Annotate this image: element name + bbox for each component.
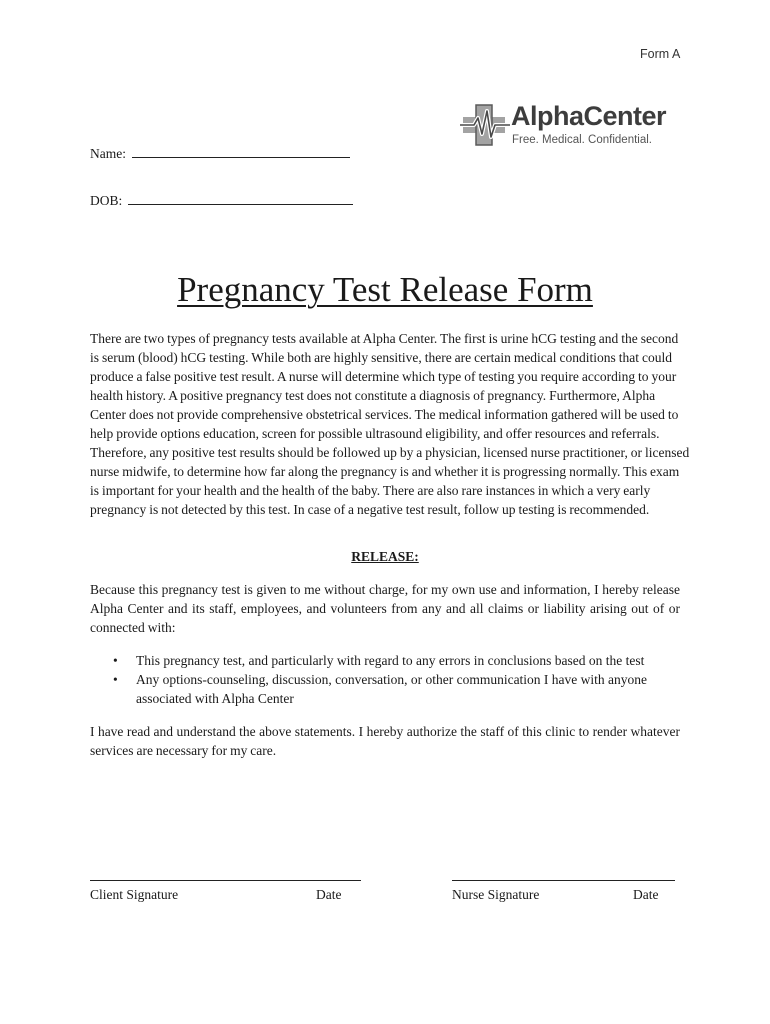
name-input-line[interactable] (132, 147, 350, 158)
client-signature-label: Client Signature (90, 887, 179, 902)
name-field (90, 146, 350, 162)
list-item: • Any options-counseling, discussion, conversation, or other communication I have with anyone associated with Alpha Center (107, 670, 682, 708)
name-label: Name: (90, 146, 126, 161)
form-title: Pregnancy Test Release Form (177, 270, 593, 309)
release-heading: RELEASE: (351, 549, 419, 564)
release-bullet-list (107, 651, 682, 708)
release-paragraph: Because this pregnancy test is given to me without charge, for my own use and information, I hereby release Alpha Center and its staff, employees, and volunteers from any and all claims or liability arising out of or connected with: (90, 582, 680, 635)
dob-label: DOB: (90, 193, 123, 208)
dob-input-line[interactable] (128, 194, 353, 205)
list-item: • This pregnancy test, and particularly with regard to any errors in conclusions based on the test (107, 651, 682, 670)
medical-cross-heartbeat-icon (460, 103, 510, 147)
nurse-signature-line[interactable] (452, 880, 675, 881)
logo-wordmark: AlphaCenter (511, 101, 667, 131)
alpha-center-logo (460, 97, 667, 153)
closing-paragraph: I have read and understand the above statements. I hereby authorize the staff of this clinic to render whatever services are necessary for my care. (90, 724, 680, 758)
intro-paragraph: There are two types of pregnancy tests available at Alpha Center. The first is urine hCG testing and the second is serum (blood) hCG testing. While both are highly sensitive, there are certain medical conditions that could produce a false positive test result. A nurse will determine which type of testing you require according to your health history. A positive pregnancy test does not constitute a diagnosis of pregnancy. Furthermore, Alpha Center does not provide comprehensive obstetrical services. The medical information gathered will be used to help provide options education, screen for possible ultrasound eligibility, and offer resources and referrals. Therefore, any positive test results should be followed up by a physician, licensed nurse practitioner, or licensed nurse midwife, to determine how far along the pregnancy is and whether it is progressing normally. This exam is important for your health and the health of the baby. There are also rare instances in which a very early pregnancy is not detected by this test. In case of a negative test result, follow up testing is recommended. (90, 331, 690, 517)
client-date-label: Date (316, 887, 342, 902)
nurse-date-label: Date (633, 887, 659, 902)
logo-tagline: Free. Medical. Confidential. (512, 134, 652, 146)
dob-field (90, 193, 353, 209)
client-signature-line[interactable] (90, 880, 361, 881)
nurse-signature-label: Nurse Signature (452, 887, 540, 902)
form-id-label: Form A (640, 47, 681, 61)
